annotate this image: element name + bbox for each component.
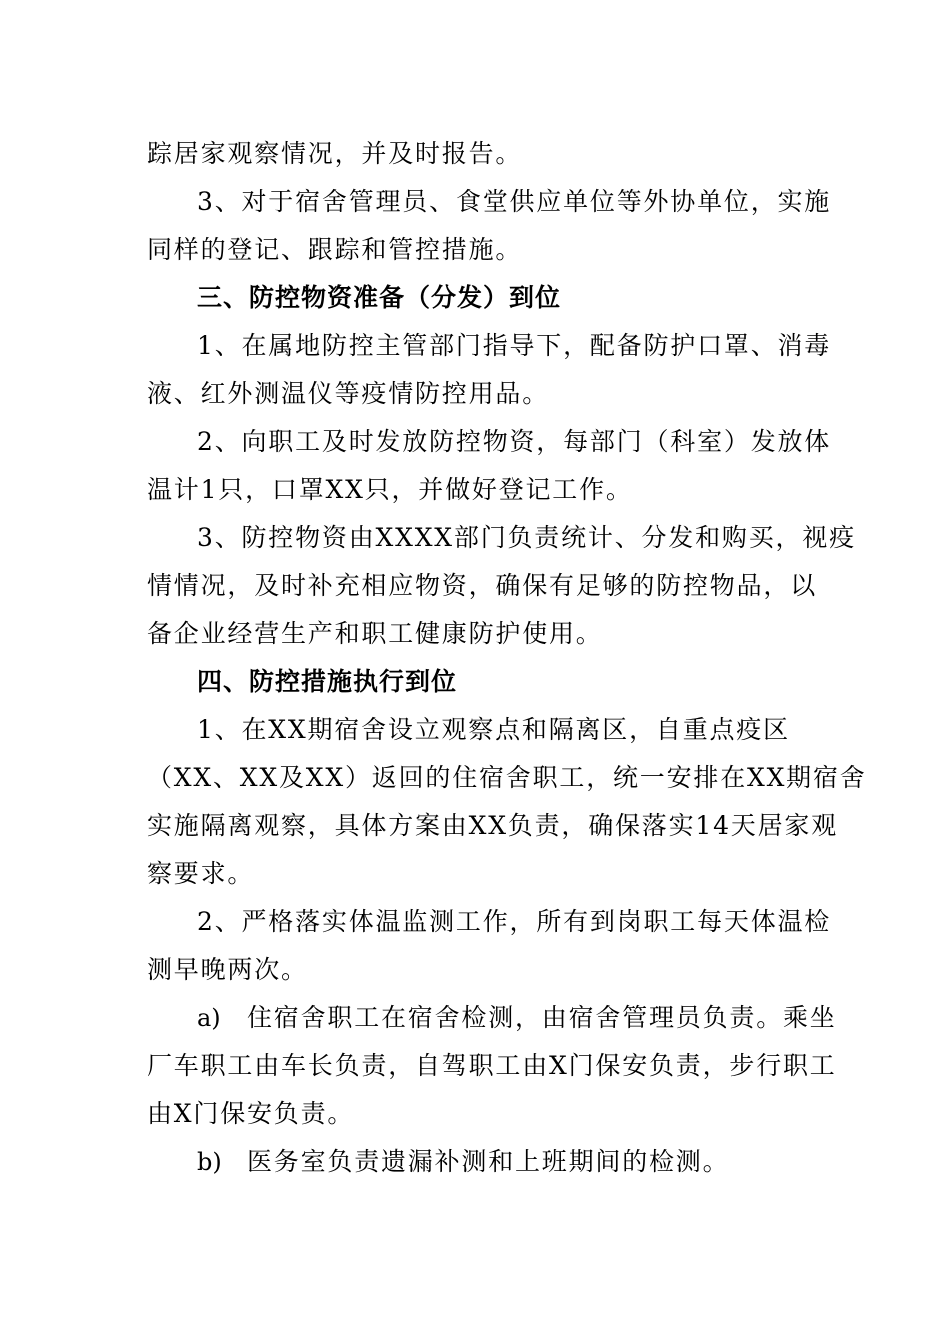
paragraph-line: 液、红外测温仪等疫情防控用品。 <box>147 379 550 408</box>
paragraph-line: 3、对于宿舍管理员、食堂供应单位等外协单位，实施 <box>197 187 832 216</box>
paragraph-line: 踪居家观察情况，并及时报告。 <box>147 139 523 168</box>
paragraph-line: 2、向职工及时发放防控物资，每部门（科室）发放体 <box>197 427 832 456</box>
paragraph-line: 测早晚两次。 <box>147 955 308 984</box>
list-marker-a: a) <box>197 1004 221 1032</box>
section-heading: 四、防控措施执行到位 <box>197 667 458 696</box>
paragraph-line: 由X门保安负责。 <box>147 1099 355 1128</box>
paragraph-line: 医务室负责遗漏补测和上班期间的检测。 <box>247 1147 730 1176</box>
section-heading: 三、防控物资准备（分发）到位 <box>197 283 562 312</box>
paragraph-line: 温计1只，口罩XX只，并做好登记工作。 <box>147 475 633 504</box>
paragraph-line: 察要求。 <box>147 859 255 888</box>
paragraph-line: 住宿舍职工在宿舍检测，由宿舍管理员负责。乘坐 <box>247 1003 837 1032</box>
paragraph-line: 1、在属地防控主管部门指导下，配备防护口罩、消毒 <box>197 331 832 360</box>
paragraph-line: 备企业经营生产和职工健康防护使用。 <box>147 619 603 648</box>
paragraph-line: 1、在XX期宿舍设立观察点和隔离区，自重点疫区 <box>197 715 790 744</box>
paragraph-line: 厂车职工由车长负责，自驾职工由X门保安负责，步行职工 <box>147 1051 837 1080</box>
paragraph-line: 实施隔离观察，具体方案由XX负责，确保落实14天居家观 <box>147 811 839 840</box>
paragraph-line: 2、严格落实体温监测工作，所有到岗职工每天体温检 <box>197 907 832 936</box>
paragraph-line: 情情况，及时补充相应物资，确保有足够的防控物品，以 <box>147 571 818 600</box>
paragraph-line: 同样的登记、跟踪和管控措施。 <box>147 235 523 264</box>
list-marker-b: b) <box>197 1148 222 1176</box>
paragraph-line: 3、防控物资由XXXX部门负责统计、分发和购买，视疫 <box>197 523 856 552</box>
paragraph-line: （XX、XX及XX）返回的住宿舍职工，统一安排在XX期宿舍 <box>147 763 867 792</box>
